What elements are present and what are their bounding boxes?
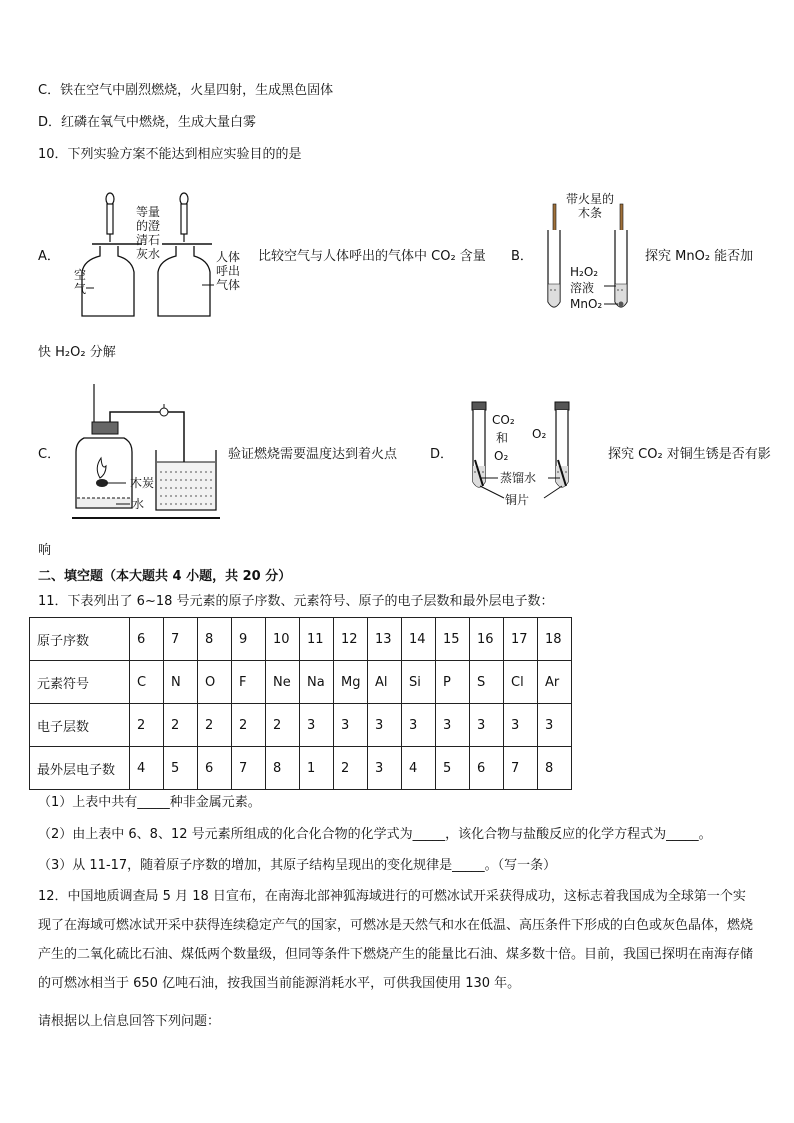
option-c-prev: C．铁在空气中剧烈燃烧，火星四射，生成黑色固体 bbox=[38, 83, 334, 98]
q10-b-label: B． bbox=[511, 249, 533, 264]
table-cell: 7 bbox=[504, 747, 538, 790]
table-cell: 17 bbox=[504, 618, 538, 661]
table-cell: Cl bbox=[504, 661, 538, 704]
table-cell: 8 bbox=[538, 747, 572, 790]
q10-c-label: C． bbox=[38, 447, 61, 462]
table-cell: 7 bbox=[232, 747, 266, 790]
table-cell: 2 bbox=[198, 704, 232, 747]
table-row bbox=[30, 618, 572, 661]
option-d-prev: D．红磷在氧气中燃烧，生成大量白雾 bbox=[38, 115, 257, 130]
row-header: 电子层数 bbox=[30, 704, 130, 747]
table-cell: Al bbox=[368, 661, 402, 704]
q10-c-text: 验证燃烧需要温度达到着火点 bbox=[228, 447, 398, 462]
table-cell: 10 bbox=[266, 618, 300, 661]
q10-d-text-cont: 响 bbox=[38, 543, 52, 558]
q10-c-charcoal-caption: 木炭 bbox=[130, 476, 155, 490]
q10-c-water-caption: 水 bbox=[132, 497, 145, 511]
table-cell: 3 bbox=[368, 704, 402, 747]
table-cell: 12 bbox=[334, 618, 368, 661]
table-cell: 2 bbox=[334, 747, 368, 790]
table-cell: 2 bbox=[130, 704, 164, 747]
row-header: 最外层电子数 bbox=[30, 747, 130, 790]
table-cell: 6 bbox=[130, 618, 164, 661]
q10-d-text: 探究 CO₂ 对铜生锈是否有影 bbox=[608, 447, 771, 462]
table-cell: 3 bbox=[470, 704, 504, 747]
table-cell: P bbox=[436, 661, 470, 704]
q10-b-solution-caption: 溶液 bbox=[570, 281, 595, 295]
q10-d-co2-caption: CO₂ bbox=[492, 413, 515, 427]
table-cell: 16 bbox=[470, 618, 504, 661]
table-cell: 8 bbox=[198, 618, 232, 661]
table-cell: 3 bbox=[436, 704, 470, 747]
q10-d-copper-caption: 铜片 bbox=[505, 493, 530, 507]
q10-a-text: 比较空气与人体呼出的气体中 CO₂ 含量 bbox=[258, 249, 486, 264]
q10-a-label: A． bbox=[38, 249, 60, 264]
table-cell: 5 bbox=[164, 747, 198, 790]
table-cell: Ne bbox=[266, 661, 300, 704]
table-cell: 9 bbox=[232, 618, 266, 661]
q10-b-h2o2-caption: H₂O₂ bbox=[570, 265, 599, 279]
q10-d-o2-right-caption: O₂ bbox=[532, 427, 547, 441]
table-row bbox=[30, 704, 572, 747]
table-cell: Ar bbox=[538, 661, 572, 704]
table-cell: 3 bbox=[300, 704, 334, 747]
table-cell: 7 bbox=[164, 618, 198, 661]
row-header: 元素符号 bbox=[30, 661, 130, 704]
table-cell: 15 bbox=[436, 618, 470, 661]
table-cell: 6 bbox=[198, 747, 232, 790]
table-cell: S bbox=[470, 661, 504, 704]
table-cell: 3 bbox=[334, 704, 368, 747]
q10-b-splint-caption: 带火星的木条 bbox=[566, 192, 615, 220]
table-cell: C bbox=[130, 661, 164, 704]
combustion-apparatus-diagram bbox=[72, 382, 222, 522]
table-cell: Na bbox=[300, 661, 334, 704]
element-table bbox=[29, 617, 572, 790]
table-cell: 4 bbox=[402, 747, 436, 790]
q10-d-label: D． bbox=[430, 447, 454, 462]
table-cell: 14 bbox=[402, 618, 436, 661]
table-row bbox=[30, 661, 572, 704]
table-cell: 5 bbox=[436, 747, 470, 790]
table-cell: 11 bbox=[300, 618, 334, 661]
table-cell: 3 bbox=[402, 704, 436, 747]
table-cell: 1 bbox=[300, 747, 334, 790]
table-cell: O bbox=[198, 661, 232, 704]
table-cell: 2 bbox=[232, 704, 266, 747]
table-cell: 18 bbox=[538, 618, 572, 661]
table-cell: F bbox=[232, 661, 266, 704]
q12-paragraph: 12．中国地质调查局 5 月 18 日宣布，在南海北部神狐海域进行的可燃冰试开采获得成功，这标志着我国成为全球第一个实现了在海域可燃冰试开采中获得连续稳定产气的国家，可燃冰是天然气和水在低温、高压条件下形成的白色或灰色晶体，燃烧产生的二氧化硫比石油、煤低两个数量级，但同等条件下燃烧产生的能量比石油、煤多数十倍。目前，我国已探明在南海存储的可燃冰相当于 650 亿吨石油，按我国当前能源消耗水平，可供我国使用 130 年。 bbox=[38, 889, 754, 991]
q12-prompt: 请根据以上信息回答下列问题： bbox=[38, 1014, 221, 1029]
row-header: 原子序数 bbox=[30, 618, 130, 661]
table-cell: 6 bbox=[470, 747, 504, 790]
q10-b-mno2-caption: MnO₂ bbox=[570, 297, 603, 311]
q11-sub3: （3）从 11-17，随着原子序数的增加，其原子结构呈现出的变化规律是_____。（写一条） bbox=[38, 858, 557, 873]
table-cell: 3 bbox=[538, 704, 572, 747]
q10-a-right-caption: 人体呼出气体 bbox=[216, 250, 241, 292]
table-row bbox=[30, 747, 572, 790]
table-cell: 2 bbox=[266, 704, 300, 747]
q10-d-o2-left-caption: O₂ bbox=[494, 449, 509, 463]
q10-b-text: 探究 MnO₂ 能否加 bbox=[645, 249, 754, 264]
q11-stem: 11．下表列出了 6~18 号元素的原子序数、元素符号、原子的电子层数和最外层电子数： bbox=[38, 594, 554, 609]
table-cell: 8 bbox=[266, 747, 300, 790]
table-cell: 3 bbox=[368, 747, 402, 790]
q10-a-left-caption: 空气 bbox=[74, 268, 87, 296]
table-cell: 13 bbox=[368, 618, 402, 661]
table-cell: 4 bbox=[130, 747, 164, 790]
section-2-title: 二、填空题（本大题共 4 小题，共 20 分） bbox=[38, 569, 292, 584]
q10-d-water-caption: 蒸馏水 bbox=[500, 471, 537, 485]
q10-b-text-cont: 快 H₂O₂ 分解 bbox=[38, 345, 116, 360]
table-cell: Mg bbox=[334, 661, 368, 704]
q10-stem: 10．下列实验方案不能达到相应实验目的的是 bbox=[38, 147, 302, 162]
table-cell: Si bbox=[402, 661, 436, 704]
table-cell: 3 bbox=[504, 704, 538, 747]
table-cell: N bbox=[164, 661, 198, 704]
q11-sub1: （1）上表中共有_____种非金属元素。 bbox=[38, 795, 261, 810]
q10-d-and-caption: 和 bbox=[496, 431, 509, 445]
q10-a-dropper-caption: 等量的澄清石灰水 bbox=[136, 205, 161, 261]
q11-sub2: （2）由上表中 6、8、12 号元素所组成的化合化合物的化学式为_____，该化合物与盐酸反应的化学方程式为_____。 bbox=[38, 827, 712, 842]
table-cell: 2 bbox=[164, 704, 198, 747]
